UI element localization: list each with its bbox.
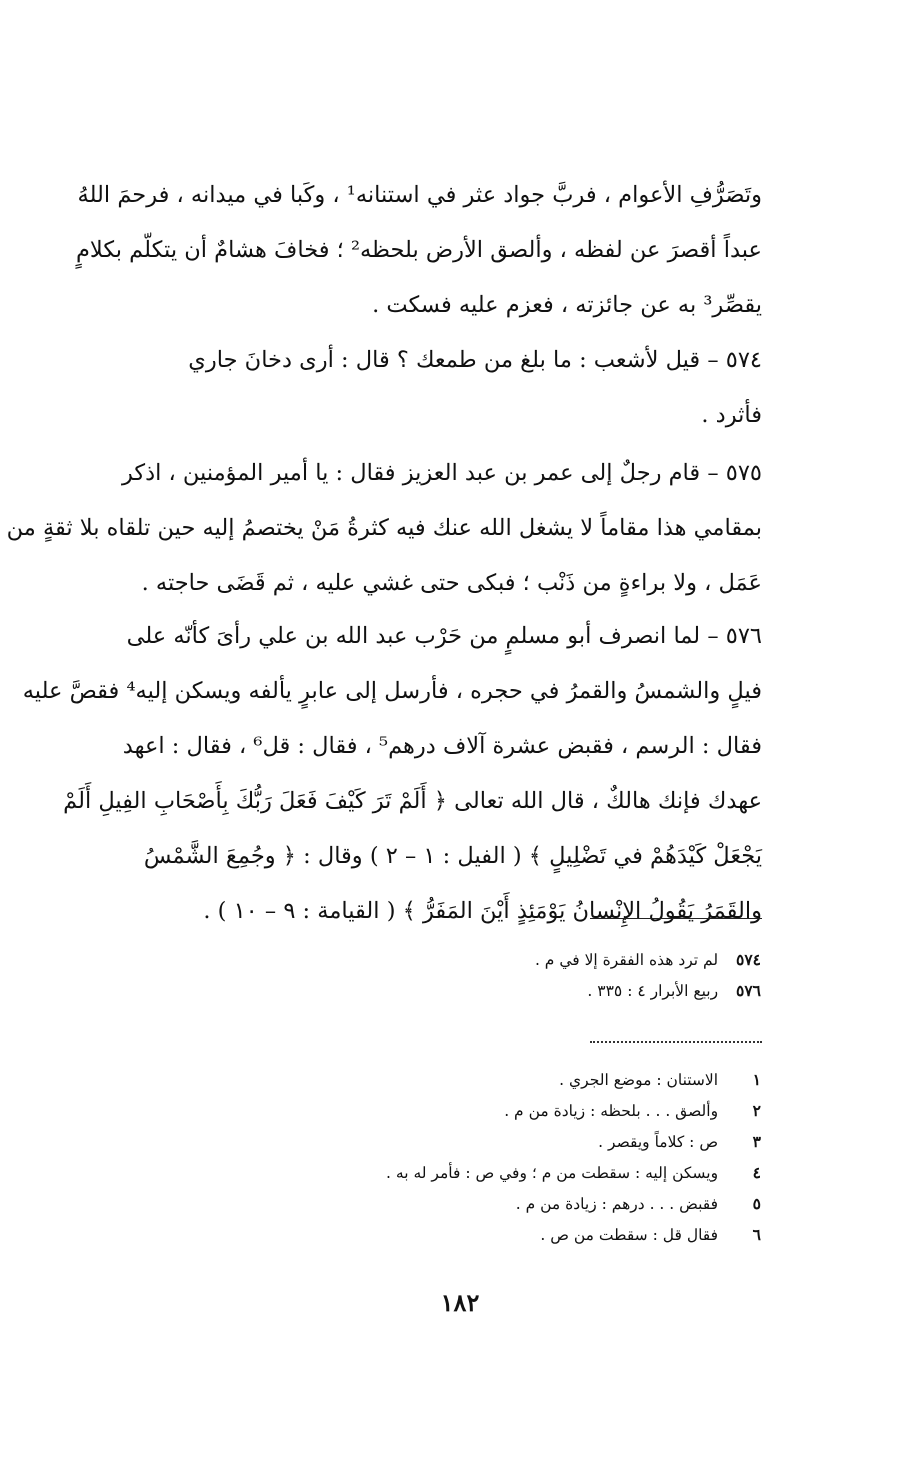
text-line: وتَصَرُّفِ الأعوام ، فربَّ جواد عثر في استنانه¹ ، وكَبا في ميدانه ، فرحمَ اللهُ bbox=[77, 182, 762, 208]
text-line: فقال : الرسم ، فقبض عشرة آلاف درهم⁵ ، فقال : قل⁶ ، فقال : اعهد bbox=[122, 733, 762, 759]
text-line: عهدك فإنك هالكٌ ، قال الله تعالى ﴿ أَلَمْ تَرَ كَيْفَ فَعَلَ رَبُّكَ بِأَصْحَابِ الفِيلِ أَلَمْ bbox=[63, 788, 762, 814]
text-line: فأثرد . bbox=[701, 402, 762, 428]
footnote: ٤ ويسكن إليه : سقطت من م ؛ وفي ص : فأمر له به . bbox=[386, 1163, 761, 1182]
footnote: ٢ وألصق . . . بلحظه : زيادة من م . bbox=[504, 1101, 761, 1120]
footnote: ١ الاستنان : موضع الجري . bbox=[559, 1070, 761, 1089]
paragraph-number: ٥٧٦ bbox=[725, 623, 762, 649]
text-line: ٥٧٥ – قام رجلٌ إلى عمر بن عبد العزيز فقال : يا أمير المؤمنين ، اذكر bbox=[121, 460, 762, 486]
dotted-separator bbox=[590, 1041, 762, 1043]
paragraph-576 bbox=[22, 609, 762, 939]
footnote: ٣ ص : كلاماً ويقصر . bbox=[598, 1132, 761, 1151]
text-line: يَجْعَلْ كَيْدَهُمْ في تَضْلِيلٍ ﴾ ( الفيل : ١ – ٢ ) وقال : ﴿ وجُمِعَ الشَّمْسُ bbox=[143, 843, 762, 869]
paragraph-number: ٥٧٥ bbox=[725, 460, 762, 486]
footnote-separator bbox=[590, 918, 762, 919]
paragraph-continued bbox=[75, 168, 762, 333]
text-line: فيلٍ والشمسُ والقمرُ في حجره ، فأرسل إلى عابرٍ يألفه ويسكن إليه⁴ فقصَّ عليه bbox=[22, 678, 762, 704]
text-line: بمقامي هذا مقاماً لا يشغل الله عنك فيه كثرةُ مَنْ يختصمُ إليه حين تلقاه بلا ثقةٍ من bbox=[6, 515, 762, 541]
paragraph-574 bbox=[100, 333, 762, 443]
text-line: يقصِّر³ به عن جائزته ، فعزم عليه فسكت . bbox=[372, 292, 762, 318]
source-note: ٥٧٦ ربيع الأبرار ٤ : ٣٣٥ . bbox=[587, 981, 761, 1000]
page-number: ١٨٢ bbox=[440, 1288, 480, 1317]
text-line: عبداً أقصرَ عن لفظه ، وألصق الأرض بلحظه² ؛ فخافَ هشامٌ أن يتكلّم بكلامٍ bbox=[75, 237, 762, 263]
source-note: ٥٧٤ لم ترد هذه الفقرة إلا في م . bbox=[534, 950, 761, 969]
paragraph-575 bbox=[6, 446, 762, 611]
paragraph-number: ٥٧٤ bbox=[725, 347, 762, 373]
text-line: ٥٧٦ – لما انصرف أبو مسلمٍ من حَرْب عبد الله بن علي رأىَ كأنّه على bbox=[126, 623, 762, 649]
source-notes bbox=[201, 944, 761, 1006]
footnote: ٥ فقبض . . . درهم : زيادة من م . bbox=[515, 1194, 761, 1213]
text-line: ٥٧٤ – قيل لأشعب : ما بلغ من طمعك ؟ قال : أرى دخانَ جاري bbox=[188, 347, 762, 373]
footnote: ٦ فقال قل : سقطت من ص . bbox=[540, 1225, 761, 1244]
footnotes bbox=[201, 1064, 761, 1250]
text-line: والقَمَرُ يَقُولُ الإِنْسانُ يَوْمَئِذٍ أَيْنَ المَفَرُّ ﴾ ( القيامة : ٩ – ١٠ ) . bbox=[203, 898, 762, 924]
text-line: عَمَل ، ولا براءةٍ من ذَنْب ؛ فبكى حتى غشي عليه ، ثم قَضَى حاجته . bbox=[141, 570, 762, 596]
